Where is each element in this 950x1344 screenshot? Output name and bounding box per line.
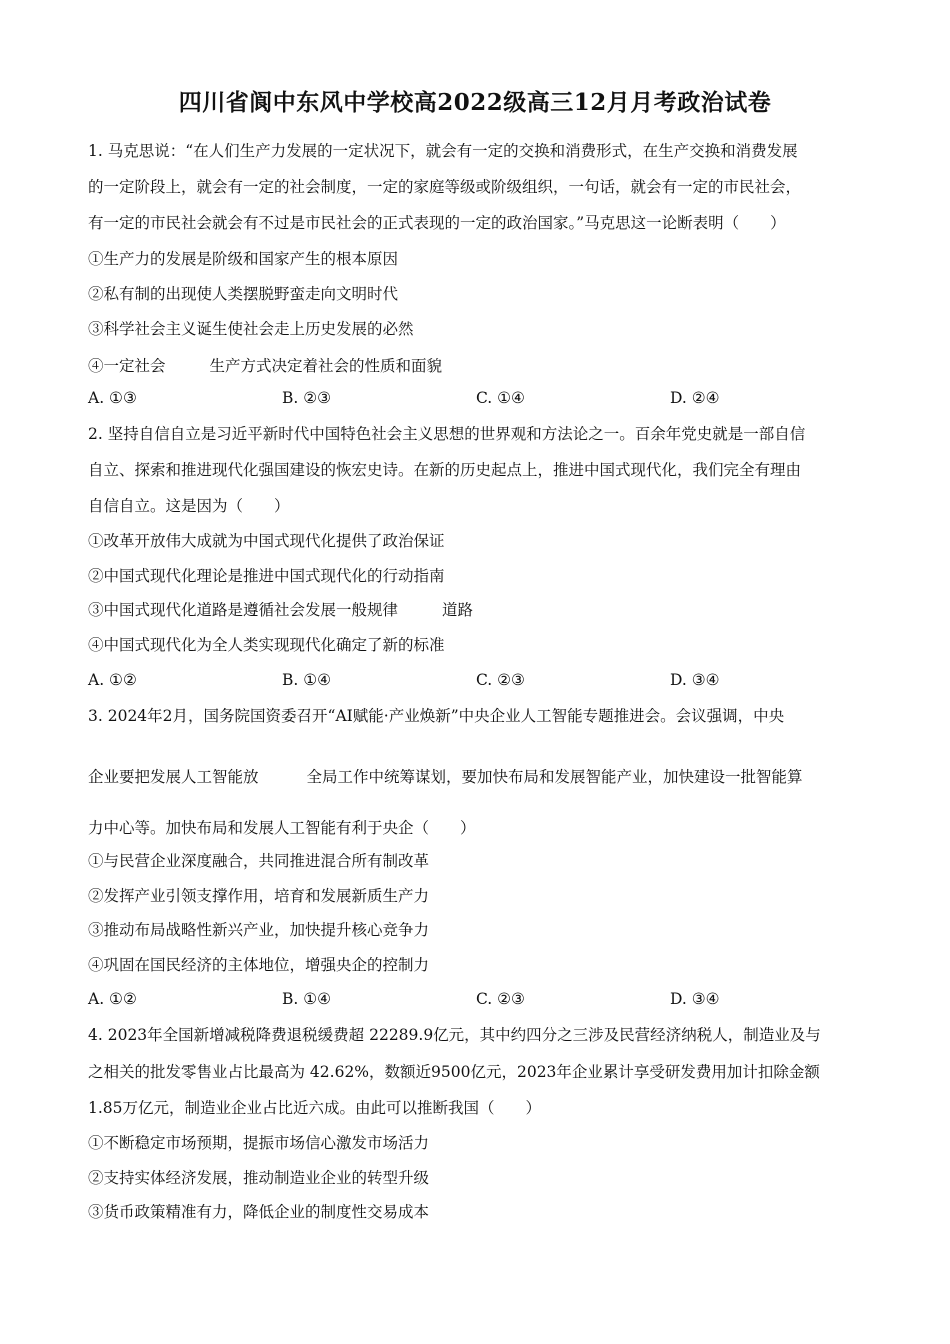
- q1-statement-1: ①生产力的发展是阶级和国家产生的根本原因: [88, 250, 399, 268]
- q2-statement-4: ④中国式现代化为全人类实现现代化确定了新的标准: [88, 636, 445, 654]
- q1-statement-4-part-b: 生产方式决定着社会的性质和面貌: [209, 357, 443, 375]
- q3-stem-line-3: 力中心等。加快布局和发展人工智能有利于央企（ ）: [88, 819, 476, 837]
- q1-stem-line-3: 有一定的市民社会就会有不过是市民社会的正式表现的一定的政治国家。”马克思这一论断表明（ ）: [88, 214, 786, 232]
- page-title: 四川省阆中东风中学校高2022级高三12月月考政治试卷: [178, 89, 772, 116]
- q3-stem-line-2-part-a: 企业要把发展人工智能放: [88, 768, 259, 786]
- q1-option-a: A. ①③: [88, 389, 137, 407]
- q4-stem-line-3: 1.85万亿元，制造业企业占比近六成。由此可以推断我国（ ）: [88, 1099, 542, 1117]
- q4-statement-3: ③货币政策精准有力，降低企业的制度性交易成本: [88, 1203, 430, 1221]
- q2-stem-line-1: 2. 坚持自信自立是习近平新时代中国特色社会主义思想的世界观和方法论之一。百余年党史就是一部自信: [88, 425, 806, 443]
- q2-statement-3-part-b: 道路: [442, 601, 474, 619]
- q4-statement-1: ①不断稳定市场预期，提振市场信心激发市场活力: [88, 1134, 430, 1152]
- q3-statement-4: ④巩固在国民经济的主体地位，增强央企的控制力: [88, 956, 430, 974]
- q4-stem-line-1: 4. 2023年全国新增减税降费退税缓费超 22289.9亿元，其中约四分之三涉及民营经济纳税人，制造业及与: [88, 1026, 821, 1044]
- q1-option-c: C. ①④: [476, 389, 525, 407]
- q3-option-a: A. ①②: [88, 990, 137, 1008]
- q1-option-b: B. ②③: [282, 389, 332, 407]
- q3-stem-line-2-part-b: 全局工作中统筹谋划，要加快布局和发展智能产业，加快建设一批智能算: [306, 768, 803, 786]
- q2-stem-line-3: 自信自立。这是因为（ ）: [88, 497, 290, 515]
- q4-statement-2: ②支持实体经济发展，推动制造业企业的转型升级: [88, 1169, 430, 1187]
- q1-stem-line-2: 的一定阶段上，就会有一定的社会制度，一定的家庭等级或阶级组织，一句话，就会有一定的市民社会，: [88, 178, 802, 196]
- q2-stem-line-2: 自立、探索和推进现代化强国建设的恢宏史诗。在新的历史起点上，推进中国式现代化，我们完全有理由: [88, 461, 802, 479]
- q3-statement-1: ①与民营企业深度融合，共同推进混合所有制改革: [88, 852, 430, 870]
- q1-statement-4: [88, 356, 442, 376]
- q3-option-d: D. ③④: [670, 990, 720, 1008]
- q2-statement-3-part-a: ③中国式现代化道路是遵循社会发展一般规律: [88, 601, 399, 619]
- q1-option-d: D. ②④: [670, 389, 720, 407]
- q1-statement-4-part-a: ④一定社会: [88, 357, 166, 375]
- q3-stem-line-2: [88, 767, 803, 787]
- q2-option-d: D. ③④: [670, 671, 720, 689]
- q1-stem-line-1: 1. 马克思说：“在人们生产力发展的一定状况下，就会有一定的交换和消费形式，在生产交换和消费发展: [88, 142, 798, 160]
- q2-option-b: B. ①④: [282, 671, 332, 689]
- q2-statement-1: ①改革开放伟大成就为中国式现代化提供了政治保证: [88, 532, 445, 550]
- q3-option-c: C. ②③: [476, 990, 525, 1008]
- q3-option-b: B. ①④: [282, 990, 332, 1008]
- q2-statement-2: ②中国式现代化理论是推进中国式现代化的行动指南: [88, 567, 445, 585]
- q3-statement-3: ③推动布局战略性新兴产业，加快提升核心竞争力: [88, 921, 430, 939]
- q2-option-c: C. ②③: [476, 671, 525, 689]
- q3-statement-2: ②发挥产业引领支撑作用，培育和发展新质生产力: [88, 887, 430, 905]
- q4-stem-line-2: 之相关的批发零售业占比最高为 42.62%，数额近9500亿元，2023年企业累计享受研发费用加计扣除金额: [88, 1063, 820, 1081]
- q1-statement-2: ②私有制的出现使人类摆脱野蛮走向文明时代: [88, 285, 399, 303]
- q1-statement-3: ③科学社会主义诞生使社会走上历史发展的必然: [88, 320, 414, 338]
- q2-statement-3: [88, 600, 473, 620]
- q2-option-a: A. ①②: [88, 671, 137, 689]
- q3-stem-line-1: 3. 2024年2月，国务院国资委召开“AI赋能·产业焕新”中央企业人工智能专题推进会。会议强调，中央: [88, 707, 785, 725]
